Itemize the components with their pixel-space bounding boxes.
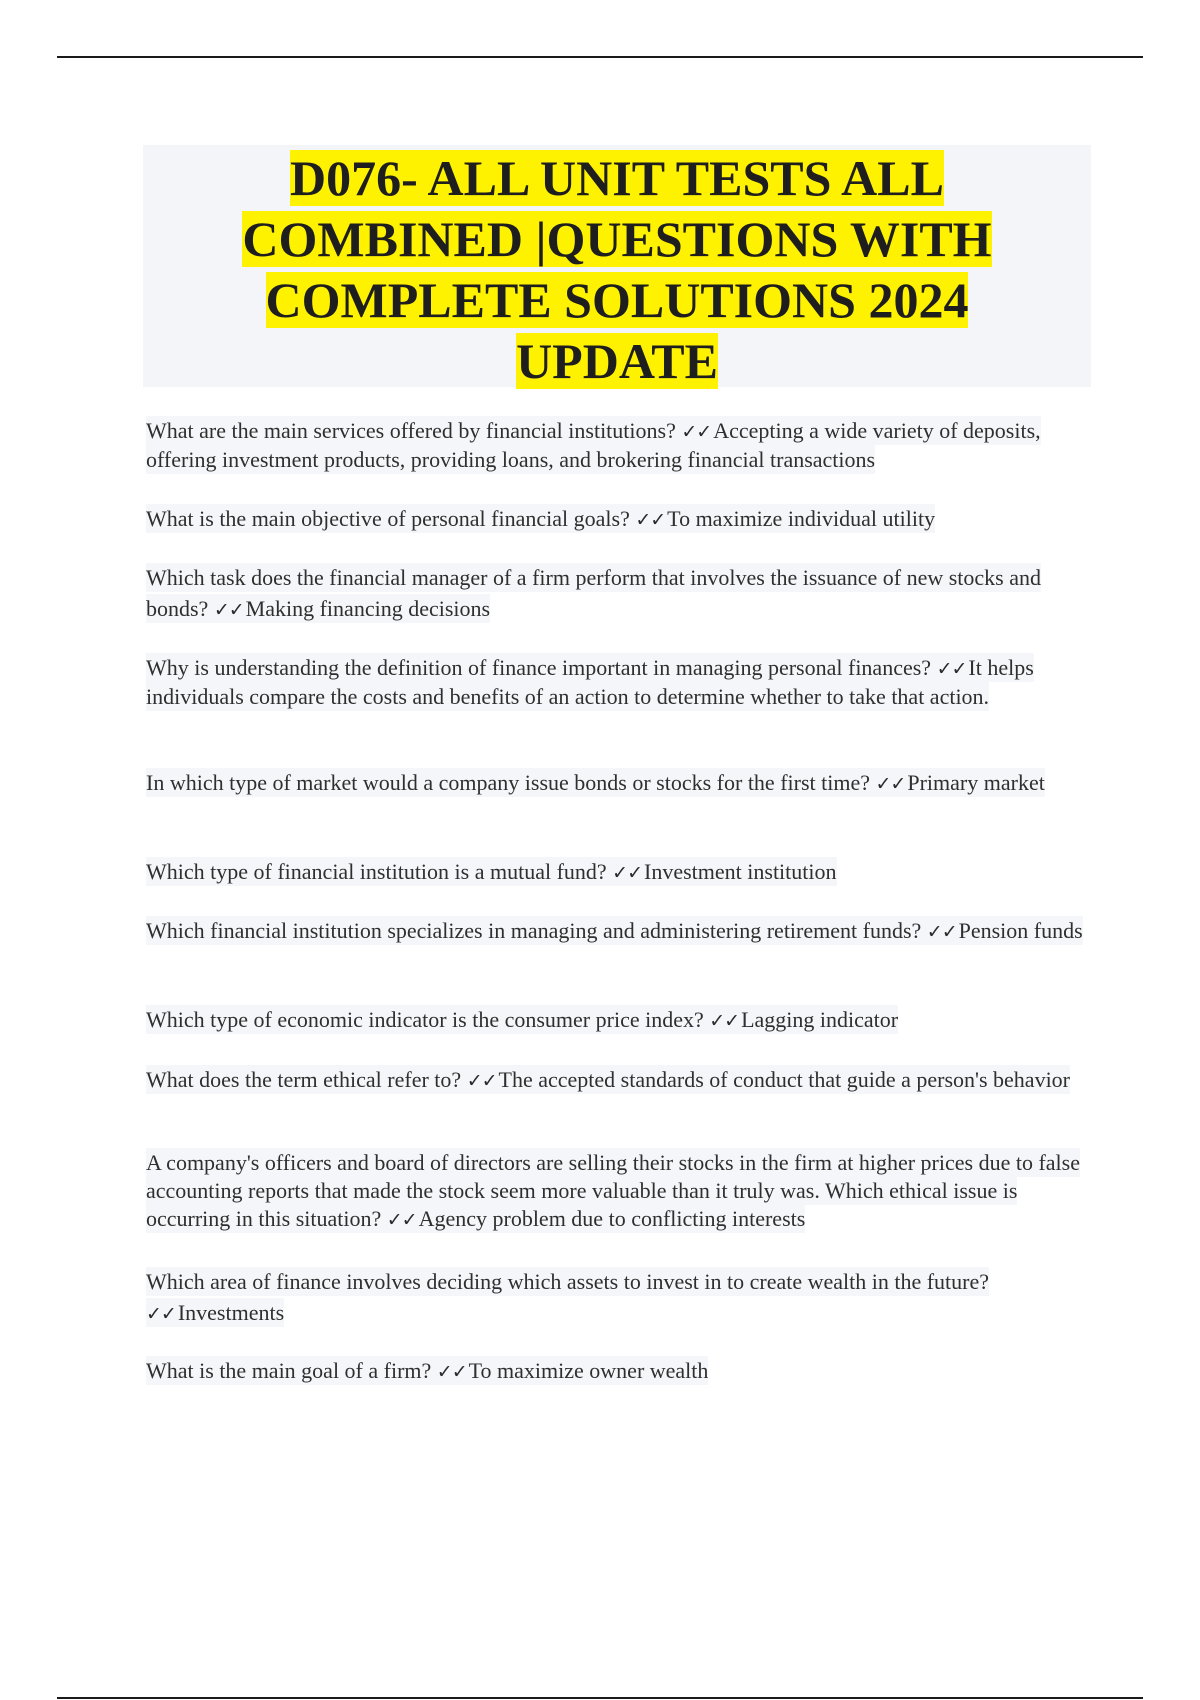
question-text: What is the main objective of personal financial goals? [146, 506, 630, 531]
qa-item [146, 915, 1096, 948]
double-check-icon: ✓✓ [709, 1010, 740, 1032]
double-check-icon: ✓✓ [386, 1209, 417, 1231]
top-rule [57, 56, 1143, 58]
answer-text: Lagging indicator [741, 1007, 899, 1032]
bottom-rule [57, 1697, 1143, 1699]
double-check-icon: ✓✓ [612, 862, 643, 884]
double-check-icon: ✓✓ [466, 1070, 497, 1092]
title-line: UPDATE [516, 333, 718, 389]
qa-item [146, 1006, 1096, 1035]
double-check-icon: ✓✓ [635, 509, 666, 531]
title-line: COMPLETE SOLUTIONS 2024 [265, 272, 969, 328]
double-check-icon: ✓✓ [926, 921, 957, 943]
title-line: COMBINED |QUESTIONS WITH [242, 211, 992, 267]
question-text: What are the main services offered by financial institutions? [146, 418, 676, 443]
title-block [143, 145, 1091, 387]
answer-text: Making financing decisions [245, 596, 491, 621]
double-check-icon: ✓✓ [146, 1303, 176, 1325]
qa-item [146, 654, 1096, 711]
qa-item [146, 769, 1096, 798]
qa-item [146, 1357, 1096, 1386]
qa-item [146, 505, 1096, 534]
qa-item [146, 1149, 1096, 1234]
question-text: Which type of financial institution is a mutual fund? [146, 859, 607, 884]
title-line: D076- ALL UNIT TESTS ALL [290, 150, 944, 206]
qa-item [146, 562, 1096, 626]
answer-text: Investment institution [644, 859, 837, 884]
question-text: What is the main goal of a firm? [146, 1358, 432, 1383]
answer-text: To maximize owner wealth [468, 1358, 709, 1383]
question-text: In which type of market would a company issue bonds or stocks for the first time? [146, 770, 871, 795]
qa-item [146, 858, 1096, 887]
question-text: Which type of economic indicator is the consumer price index? [146, 1007, 704, 1032]
question-text: A company's officers and board of directors are selling their stocks in the firm at higher prices due to false accounting reports that made the stock seem more valuable than it truly was. Which ethical issue is occurring in this situation? [146, 1150, 1080, 1231]
question-text: Which task does the financial manager of a firm perform that involves the issuance of new stocks and bonds? [146, 565, 1041, 621]
answer-text: Agency problem due to conflicting interests [418, 1206, 806, 1231]
answer-text: The accepted standards of conduct that guide a person's behavior [498, 1067, 1071, 1092]
double-check-icon: ✓✓ [936, 658, 967, 680]
answer-text: Investments [177, 1300, 285, 1325]
question-text: What does the term ethical refer to? [146, 1067, 462, 1092]
question-text: Why is understanding the definition of finance important in managing personal finances? [146, 655, 932, 680]
answer-text: Pension funds [958, 918, 1083, 943]
document-title [143, 145, 1091, 392]
qa-item [146, 1266, 1096, 1330]
answer-text: Primary market [907, 770, 1045, 795]
answer-text: It helps individuals compare the costs and benefits of an action to determine whether to take that action. [146, 655, 1034, 709]
answer-text: To maximize individual utility [667, 506, 936, 531]
question-text: Which financial institution specializes in managing and administering retirement funds? [146, 918, 922, 943]
qa-item [146, 1066, 1096, 1095]
double-check-icon: ✓✓ [681, 421, 712, 443]
qa-item [146, 417, 1096, 474]
double-check-icon: ✓✓ [436, 1361, 467, 1383]
question-text: Which area of finance involves deciding which assets to invest in to create wealth in the future? [146, 1269, 990, 1294]
answer-text: Accepting a wide variety of deposits, offering investment products, providing loans, and brokering financial transactions [146, 418, 1041, 472]
double-check-icon: ✓✓ [875, 773, 906, 795]
double-check-icon: ✓✓ [213, 599, 244, 621]
